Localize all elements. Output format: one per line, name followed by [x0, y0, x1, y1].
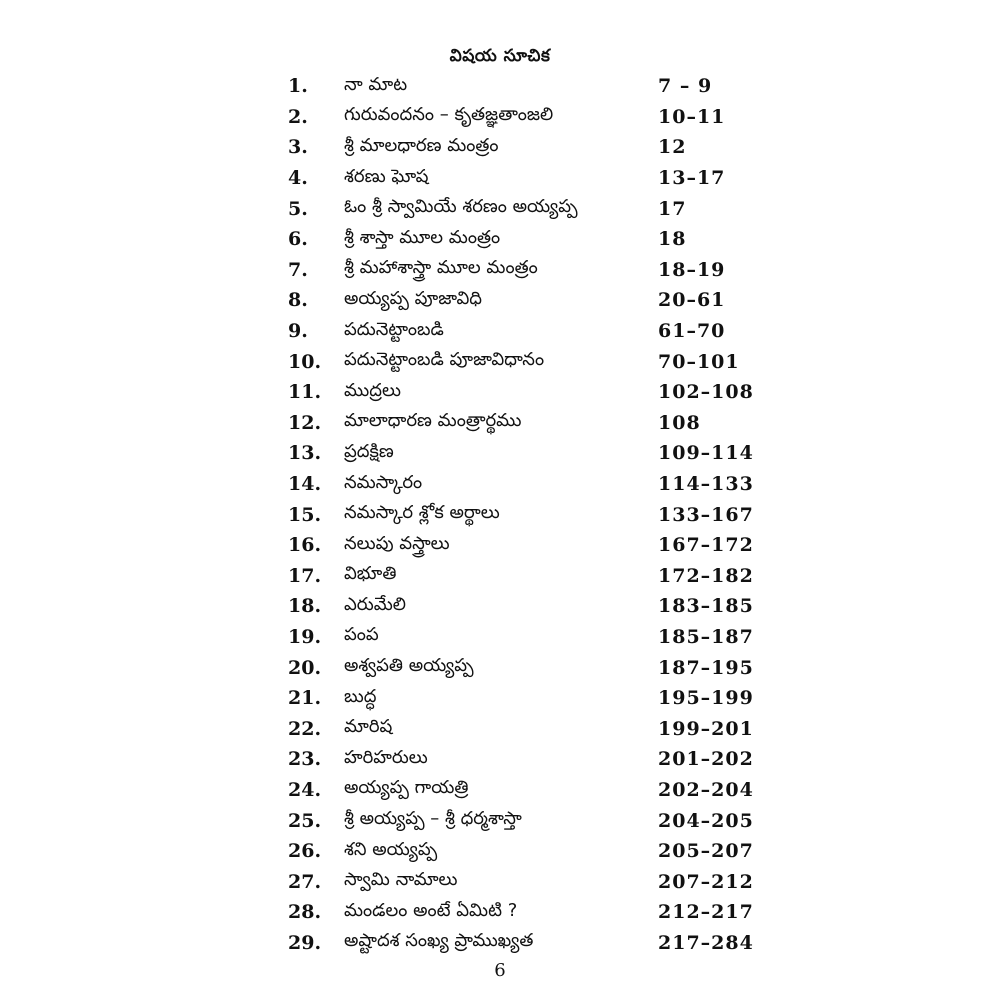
toc-entry-pages: 61–70: [658, 320, 726, 343]
toc-entry-title: నలుపు వస్త్రాలు: [344, 532, 450, 554]
toc-entry-number: 29.: [288, 931, 322, 954]
toc-entry-title: మండలం అంటే ఏమిటి ?: [344, 899, 518, 921]
toc-entry-title: ముద్రలు: [344, 379, 401, 401]
toc-entry-title: శ్రీ శాస్తా మూల మంత్రం: [344, 226, 501, 248]
toc-entry: [288, 836, 768, 867]
toc-entry-pages: 207–212: [658, 870, 754, 893]
toc-entry-pages: 195–199: [658, 687, 754, 710]
toc-entry: [288, 530, 768, 561]
toc-entry-pages: 70–101: [658, 350, 740, 373]
toc-entry-pages: 167–172: [658, 534, 754, 557]
toc-entry-pages: 17: [658, 197, 687, 220]
toc-entry-pages: 205–207: [658, 840, 754, 863]
toc-entry: [288, 866, 768, 897]
toc-entry-pages: 199–201: [658, 717, 754, 740]
toc-entry-pages: 204–205: [658, 809, 754, 832]
toc-entry-pages: 187–195: [658, 656, 754, 679]
toc-entry-pages: 217–284: [658, 931, 754, 954]
toc-entry-title: నమస్కారం: [344, 471, 423, 493]
toc-entry-pages: 108: [658, 411, 701, 434]
toc-entry-title: అయ్యప్ప గాయత్రి: [344, 777, 469, 799]
toc-entry-title: విభూతి: [344, 563, 397, 585]
toc-entry-number: 4.: [288, 167, 308, 190]
toc-entry-number: 19.: [288, 625, 322, 648]
toc-entry-number: 21.: [288, 687, 322, 710]
toc-entry-title: శని అయ్యప్ప: [344, 838, 438, 860]
toc-entry: [288, 163, 768, 194]
toc-entry-number: 25.: [288, 809, 322, 832]
toc-entry: [288, 102, 768, 133]
toc-entry-title: ఎరుమేలి: [344, 593, 406, 615]
toc-entry: [288, 285, 768, 316]
toc-entry: [288, 377, 768, 408]
toc-entry-number: 18.: [288, 595, 322, 618]
toc-entry-pages: 133–167: [658, 503, 754, 526]
toc-entry-pages: 172–182: [658, 564, 754, 587]
toc-entry-number: 28.: [288, 901, 322, 924]
toc-entry-pages: 18: [658, 228, 687, 251]
page-number: 6: [494, 960, 506, 981]
toc-entry-title: నా మాట: [344, 73, 408, 95]
toc-entry: [288, 775, 768, 806]
toc-entry-title: పదునెట్టాంబడి పూజావిధానం: [344, 349, 545, 371]
toc-entry-pages: 18–19: [658, 258, 726, 281]
toc-entry-number: 26.: [288, 840, 322, 863]
toc-entry: [288, 132, 768, 163]
toc-entry-pages: 13–17: [658, 167, 726, 190]
toc-entry: [288, 805, 768, 836]
toc-entry: [288, 255, 768, 286]
toc-entry: [288, 744, 768, 775]
toc-entry: [288, 438, 768, 469]
toc-entry-pages: 12: [658, 136, 687, 159]
toc-entry-number: 27.: [288, 870, 322, 893]
toc-entry: [288, 71, 768, 102]
toc-entry-title: అయ్యప్ప పూజావిధి: [344, 287, 482, 309]
toc-entry-number: 17.: [288, 564, 322, 587]
page-title: విషయ సూచిక: [449, 46, 551, 66]
toc-entry-number: 3.: [288, 136, 308, 159]
toc-entry: [288, 346, 768, 377]
toc-entry: [288, 408, 768, 439]
toc-entry: [288, 591, 768, 622]
toc-entry: [288, 652, 768, 683]
toc-entry: [288, 193, 768, 224]
toc-entry-number: 11.: [288, 381, 322, 404]
toc-entry-title: హరిహరులు: [344, 746, 428, 768]
toc-entry-number: 23.: [288, 748, 322, 771]
toc-entry: [288, 928, 768, 959]
toc-entry-number: 7.: [288, 258, 308, 281]
table-of-contents: [288, 71, 768, 958]
toc-entry-pages: 7 – 9: [658, 75, 713, 98]
toc-entry-number: 24.: [288, 778, 322, 801]
toc-entry-title: శరణు ఘోష: [344, 165, 429, 187]
toc-entry-title: పంప: [344, 624, 379, 646]
toc-entry-number: 13.: [288, 442, 322, 465]
toc-entry-number: 12.: [288, 411, 322, 434]
toc-entry-title: మారిష: [344, 716, 393, 738]
toc-entry-number: 22.: [288, 717, 322, 740]
toc-entry-pages: 183–185: [658, 595, 754, 618]
toc-entry-number: 20.: [288, 656, 322, 679]
toc-entry-title: పదునెట్టాంబడి: [344, 318, 444, 340]
toc-entry-title: బుద్ధ: [344, 685, 377, 707]
toc-entry-title: ప్రదక్షిణ: [344, 440, 394, 462]
toc-entry: [288, 683, 768, 714]
toc-entry-pages: 212–217: [658, 901, 754, 924]
toc-entry-number: 15.: [288, 503, 322, 526]
toc-entry: [288, 316, 768, 347]
toc-entry-pages: 114–133: [658, 473, 754, 496]
toc-entry: [288, 897, 768, 928]
toc-entry-number: 1.: [288, 75, 308, 98]
toc-entry-number: 16.: [288, 534, 322, 557]
toc-entry-number: 2.: [288, 105, 308, 128]
toc-entry-pages: 10–11: [658, 105, 726, 128]
toc-entry-pages: 185–187: [658, 625, 754, 648]
toc-entry: [288, 469, 768, 500]
toc-entry-number: 6.: [288, 228, 308, 251]
toc-entry-title: మాలాధారణ మంత్రార్థము: [344, 410, 522, 432]
toc-entry: [288, 561, 768, 592]
toc-entry-number: 9.: [288, 320, 308, 343]
toc-entry: [288, 622, 768, 653]
toc-entry: [288, 713, 768, 744]
toc-entry: [288, 499, 768, 530]
toc-entry-pages: 109–114: [658, 442, 754, 465]
toc-entry-pages: 202–204: [658, 778, 754, 801]
toc-entry-title: అష్టాదశ సంఖ్య ప్రాముఖ్యత: [344, 930, 534, 952]
toc-entry-pages: 201–202: [658, 748, 754, 771]
toc-entry-title: శ్రీ అయ్యప్ప – శ్రీ ధర్మశాస్తా: [344, 808, 522, 830]
toc-entry-pages: 102–108: [658, 381, 754, 404]
toc-entry-title: శ్రీ మహాశాస్త్రా మూల మంత్రం: [344, 257, 538, 279]
toc-entry-number: 8.: [288, 289, 308, 312]
toc-entry-title: నమస్కార శ్లోక అర్థాలు: [344, 502, 500, 524]
toc-entry-number: 10.: [288, 350, 322, 373]
toc-entry-pages: 20–61: [658, 289, 726, 312]
toc-entry-title: అశ్వపతి అయ్యప్ప: [344, 655, 474, 677]
toc-entry-title: శ్రీ మాలధారణ మంత్రం: [344, 134, 499, 156]
toc-entry: [288, 224, 768, 255]
toc-entry-number: 5.: [288, 197, 308, 220]
toc-entry-title: స్వామి నామాలు: [344, 869, 458, 891]
toc-entry-title: గురువందనం – కృతజ్ఞతాంజలి: [344, 104, 554, 126]
toc-entry-number: 14.: [288, 473, 322, 496]
toc-entry-title: ఓం శ్రీ స్వామియే శరణం అయ్యప్ప: [344, 196, 578, 218]
